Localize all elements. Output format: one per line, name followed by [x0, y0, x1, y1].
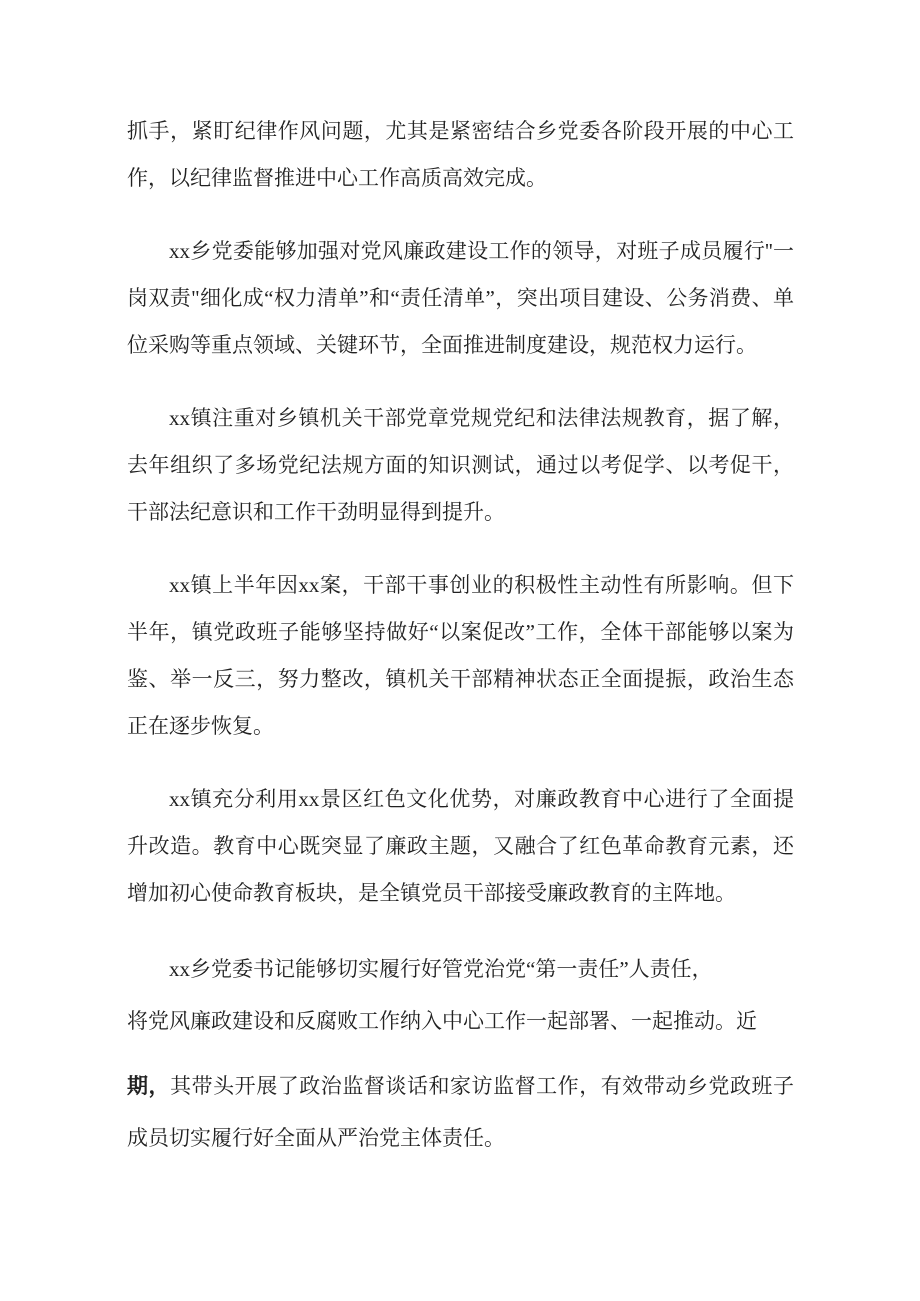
paragraph-4: xx镇上半年因xx案，干部干事创业的积极性主动性有所影响。但下半年，镇党政班子能够坚持做好“以案促改”工作，全体干部能够以案为鉴、举一反三，努力整改，镇机关干部精神状态正全面提振，政治生态正在逐步恢复。 — [127, 573, 794, 738]
paragraph-5: xx镇充分利用xx景区红色文化优势，对廉政教育中心进行了全面提升改造。教育中心既突显了廉政主题，又融合了红色革命教育元素，还增加初心使命教育板块，是全镇党员干部接受廉政教育的主阵地。 — [127, 787, 794, 905]
paragraph-7 — [127, 1060, 794, 1164]
paragraph-7-bold-prefix: 期， — [127, 1074, 171, 1098]
paragraph-2: xx乡党委能够加强对党风廉政建设工作的领导，对班子成员履行''一岗双责"细化成“权力清单”和“责任清单”，突出项目建设、公务消费、单位采购等重点领域、关键环节，全面推进制度建设，规范权力运行。 — [127, 239, 794, 357]
paragraph-7-text: 其带头开展了政治监督谈话和家访监督工作，有效带动乡党政班子成员切实履行好全面从严治党主体责任。 — [127, 1074, 795, 1150]
paragraph-3: xx镇注重对乡镇机关干部党章党规党纪和法律法规教育，据了解，去年组织了多场党纪法规方面的知识测试，通过以考促学、以考促干，干部法纪意识和工作干劲明显得到提升。 — [127, 406, 794, 524]
paragraph-6-line-2: 将党风廉政建设和反腐败工作纳入中心工作一起部署、一起推动。近 — [127, 1009, 757, 1033]
paragraph-1: 抓手，紧盯纪律作风问题，尤其是紧密结合乡党委各阶段开展的中心工作，以纪律监督推进中心工作高质高效完成。 — [127, 119, 794, 190]
paragraph-6-line-1: xx乡党委书记能够切实履行好管党治党“第一责任”人责任， — [169, 957, 713, 981]
paragraph-6 — [127, 943, 794, 1047]
